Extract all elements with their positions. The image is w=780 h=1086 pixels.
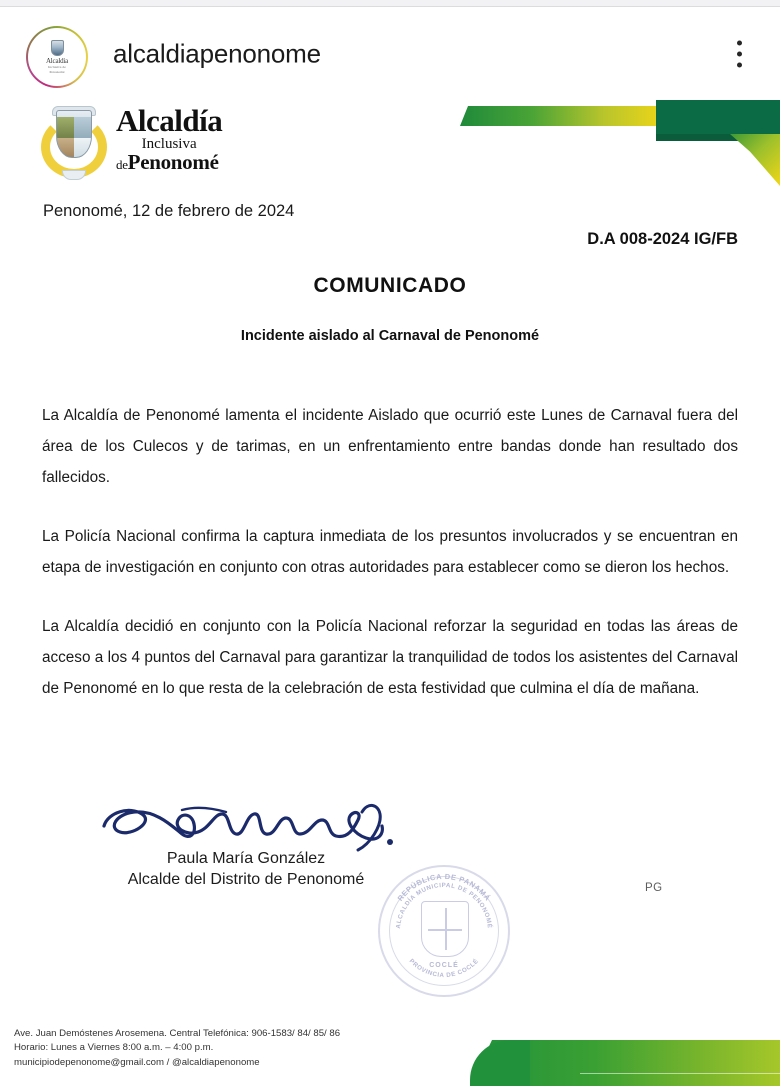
letterhead-identity	[38, 104, 222, 180]
crest-quadrant	[57, 117, 74, 139]
account-name[interactable]: alcaldiapenonome	[113, 38, 321, 69]
seal-arc-bottom: PROVINCIA DE COCLÉ	[407, 957, 481, 980]
avatar-wordmark: Alcaldia	[45, 57, 69, 66]
app-chrome-strip	[0, 0, 780, 7]
kebab-dot	[737, 52, 742, 57]
footer-hours-line: Horario: Lunes a Viernes 8:00 a.m. – 4:00 p.m.	[14, 1042, 214, 1053]
letterhead-yellow-tail	[730, 134, 780, 186]
crest-quadrant	[74, 138, 91, 157]
document-footer	[14, 1027, 444, 1071]
letterhead-gradient-bar	[460, 106, 666, 126]
kebab-menu-icon[interactable]	[736, 41, 742, 68]
kebab-dot	[737, 63, 742, 68]
avatar[interactable]	[26, 26, 88, 88]
handwritten-signature-icon	[76, 792, 416, 856]
avatar-crest-icon	[51, 40, 64, 56]
footer-curve-shape	[470, 1040, 530, 1086]
kebab-dot	[737, 41, 742, 46]
letterhead-green-block	[656, 100, 780, 134]
document-date: Penonomé, 12 de febrero de 2024	[43, 202, 295, 220]
seal-arc-inner: ALCALDÍA MUNICIPAL DE PENONOMÉ	[395, 881, 493, 929]
official-seal-stamp	[378, 865, 510, 997]
crest-quadrant	[57, 138, 74, 157]
document-reference: D.A 008-2024 IG/FB	[587, 230, 738, 248]
footer-address-line: Ave. Juan Demóstenes Arosemena. Central Telefónica: 906-1583/ 84/ 85/ 86	[14, 1027, 341, 1039]
document-sheet	[0, 92, 780, 1086]
wordmark-de: de	[116, 156, 128, 172]
wordmark-de-penonome	[116, 149, 222, 175]
footer-banner-graphic	[440, 1034, 780, 1086]
paragraph: La Alcaldía de Penonomé lamenta el incidente Aislado que ocurrió este Lunes de Carnaval fuera del área de los Culecos y de tarimas, en un enfrentamiento entre bandas donde han resultado dos fallecidos.	[42, 407, 738, 486]
avatar-sub-line1: Inclusiva de	[48, 65, 66, 70]
wordmark-alcaldia: Alcaldía	[116, 102, 223, 138]
document-body	[42, 400, 738, 704]
seal-center-label: COCLÉ	[429, 962, 459, 969]
coat-of-arms-icon	[38, 104, 110, 180]
wordmark-inclusiva: Inclusiva	[141, 135, 197, 152]
footer-contact-line: municipiodepenonome@gmail.com / @alcaldiapenonome	[14, 1056, 260, 1068]
letterhead-wordmark	[116, 102, 223, 179]
crest-shield-shape	[56, 110, 92, 158]
crest-base-shape	[62, 170, 86, 180]
signature-block	[76, 792, 416, 890]
footer-hairline	[580, 1073, 780, 1075]
document-subtitle: Incidente aislado al Carnaval de Penonomé	[240, 328, 540, 344]
paragraph: La Policía Nacional confirma la captura inmediata de los presuntos involucrados y se encuentran en etapa de investigación en conjunto con otras autoridades para establecer como se dieron los hechos.	[42, 528, 738, 576]
signer-role: Alcalde del Distrito de Penonomé	[127, 871, 365, 888]
paragraph: La Alcaldía decidió en conjunto con la Policía Nacional reforzar la seguridad en todas las áreas de acceso a los 4 puntos del Carnaval para garantizar la tranquilidad de todos los asistentes del Carnaval de Penonomé en lo que resta de la celebración de esta festividad que culmina el día de mañana.	[42, 618, 738, 697]
avatar-image	[28, 28, 86, 86]
letterhead-banner-graphic	[460, 100, 780, 186]
typist-initials: PG	[645, 882, 663, 894]
seal-arc-top: REPÚBLICA DE PANAMÁ	[395, 871, 493, 903]
wordmark-penonome: Penonomé	[127, 149, 219, 174]
avatar-sub-line2: Penonomé	[49, 69, 65, 74]
document-title: COMUNICADO	[313, 274, 467, 297]
post-header	[0, 22, 780, 86]
signer-name: Paula María González	[166, 850, 326, 867]
crest-quadrant	[74, 117, 91, 139]
